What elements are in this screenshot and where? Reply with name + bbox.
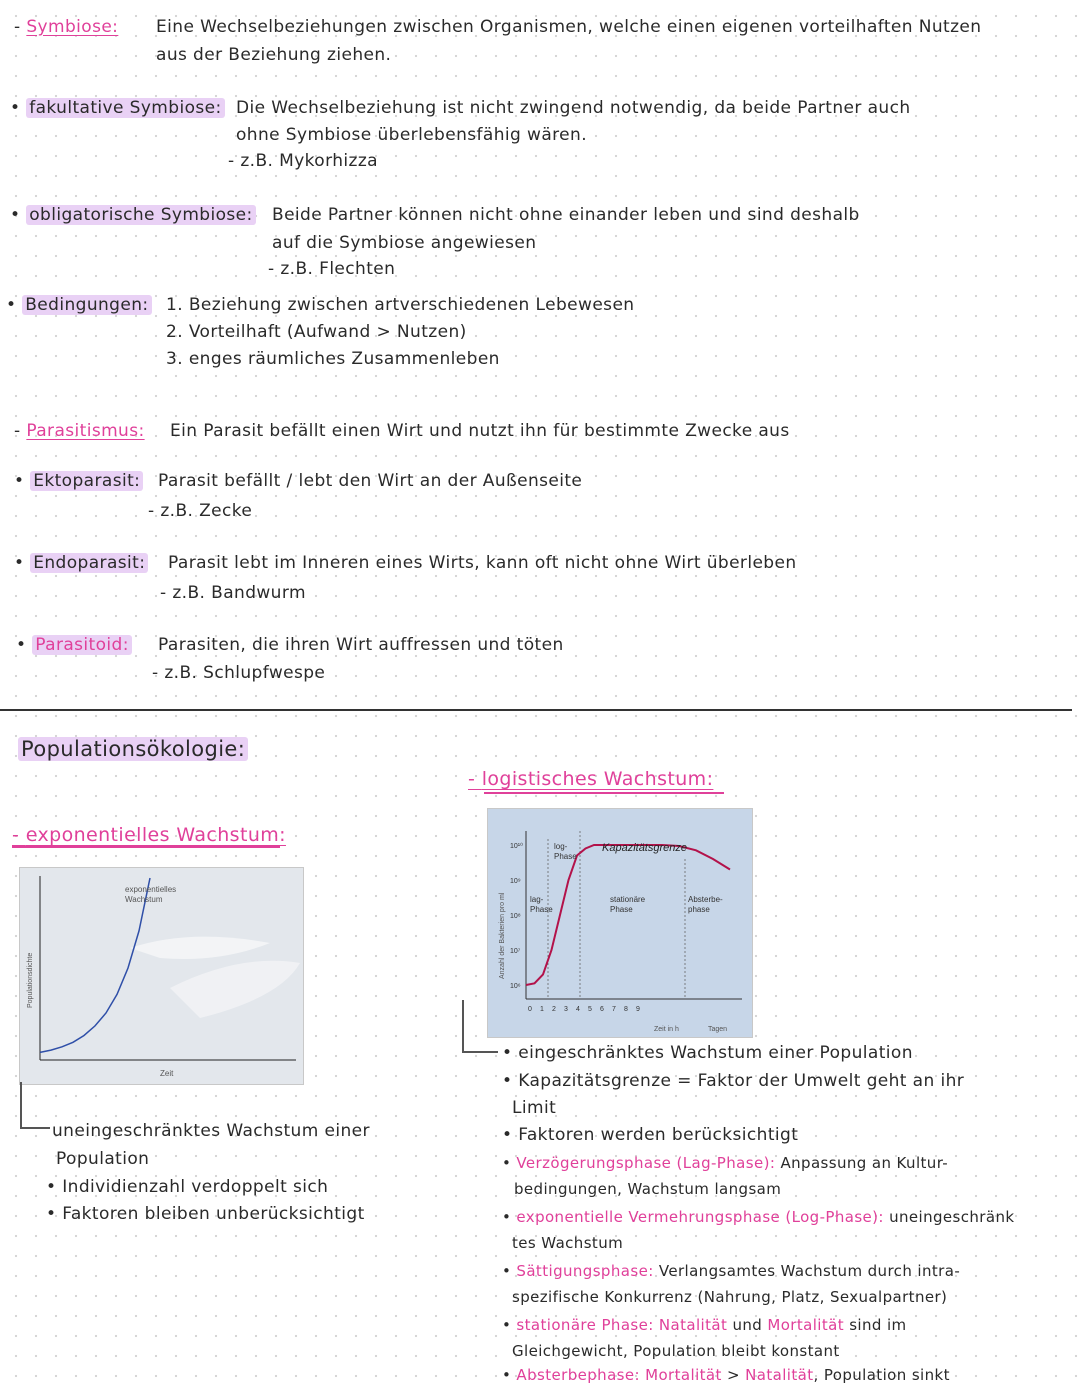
exp-arrow-vertical (20, 1082, 22, 1128)
fakultativ-line2: ohne Symbiose überlebensfähig wären. (236, 125, 588, 145)
log-chart-xtick-label: 8 (624, 1006, 628, 1013)
log-chart-ytick-label: 10⁸ (510, 913, 521, 920)
exp-arrow-horizontal (20, 1127, 50, 1129)
log-phase-satt: • Sättigungsphase: Verlangsamtes Wachstum durch intra- (502, 1262, 961, 1280)
exp-chart-series-label: exponentielles (125, 885, 177, 894)
log-chart-xtick-label: 0 (528, 1006, 532, 1013)
exp-note-4: • Faktoren bleiben unberücksichtigt (46, 1204, 365, 1224)
fakultativ-example: - z.B. Mykorhizza (228, 151, 378, 171)
log-chart-title: Kapazitätsgrenze (602, 842, 687, 854)
log-phase-lag-2: bedingungen, Wachstum langsam (514, 1180, 782, 1198)
exp-chart-xlabel: Zeit (160, 1069, 174, 1078)
parasitoid-example: - z.B. Schlupfwespe (152, 663, 326, 683)
endoparasit-definition: Parasit lebt im Inneren eines Wirts, kann oft nicht ohne Wirt überleben (168, 553, 797, 573)
bedingungen-item-1: 1. Beziehung zwischen artverschiedenen Lebewesen (166, 295, 635, 315)
log-note-1: • eingeschränktes Wachstum einer Population (502, 1043, 913, 1063)
log-chart-xtick-label: 9 (636, 1006, 640, 1013)
log-chart-phase-stat-2: Phase (610, 905, 633, 914)
exp-chart-ylabel: Populationsdichte (27, 952, 34, 1008)
log-chart-xtick-label: 3 (564, 1006, 568, 1013)
log-chart-xtick-label: 7 (612, 1006, 616, 1013)
log-chart-phase-lag: lag- (530, 895, 544, 904)
parasitoid-term: • Parasitoid: (16, 632, 132, 658)
log-note-2: • Kapazitätsgrenze = Faktor der Umwelt geht an ihr (502, 1071, 965, 1091)
log-chart-figure (487, 808, 753, 1038)
endoparasit-term: • Endoparasit: (14, 550, 148, 576)
log-note-3: Limit (512, 1098, 557, 1118)
log-arrow-vertical (462, 1000, 464, 1052)
exp-heading-underline (12, 846, 280, 848)
parasitismus-term: - Parasitismus: (14, 421, 145, 441)
fakultativ-term: • fakultative Symbiose: (10, 95, 225, 121)
symbiose-definition-line1: Eine Wechselbeziehungen zwischen Organismen, welche einen eigenen vorteilhaften Nutzen (156, 17, 982, 37)
log-chart-xtick-label: 2 (552, 1006, 556, 1013)
ektoparasit-term: • Ektoparasit: (14, 468, 143, 494)
obligatorisch-term: • obligatorische Symbiose: (10, 202, 256, 228)
log-chart-phase-log: log- (554, 842, 568, 851)
parasitismus-definition: Ein Parasit befällt einen Wirt und nutzt ihn für bestimmte Zwecke aus (170, 421, 790, 441)
log-chart-ytick-label: 10⁹ (510, 878, 521, 885)
exp-heading: - exponentielles Wachstum: (12, 824, 286, 846)
population-heading: Populationsökologie: (18, 736, 248, 762)
log-chart-phase-abs-2: phase (688, 905, 710, 914)
log-chart-ytick-label: 10⁶ (510, 983, 521, 990)
exp-note-1: uneingeschränktes Wachstum einer (52, 1121, 370, 1141)
exp-chart-series-label-2: Wachstum (125, 895, 163, 904)
log-chart-xlabel: Zeit in h (654, 1026, 679, 1033)
log-chart-phase-abs: Absterbe- (688, 895, 723, 904)
obligatorisch-line1: Beide Partner können nicht ohne einander leben und sind deshalb (272, 205, 860, 225)
log-chart-svg (488, 809, 752, 1037)
ektoparasit-definition: Parasit befällt / lebt den Wirt an der Außenseite (158, 471, 583, 491)
obligatorisch-example: - z.B. Flechten (268, 259, 396, 279)
log-heading: - logistisches Wachstum: (468, 768, 714, 790)
log-chart-xtick-label: 1 (540, 1006, 544, 1013)
fakultativ-line1: Die Wechselbeziehung ist nicht zwingend notwendig, da beide Partner auch (236, 98, 911, 118)
symbiose-definition-line2: aus der Beziehung ziehen. (156, 45, 392, 65)
endoparasit-example: - z.B. Bandwurm (160, 583, 306, 603)
log-phase-log: • exponentielle Vermehrungsphase (Log-Phase): uneingeschränk (502, 1208, 1015, 1226)
log-phase-stat: • stationäre Phase: Natalität und Mortalität sind im (502, 1316, 907, 1334)
log-chart-phase-lag-2: Phase (530, 905, 553, 914)
log-phase-abs: • Absterbephase: Mortalität > Natalität, Population sinkt (502, 1366, 950, 1384)
symbiose-term: - Symbiose: (14, 17, 119, 37)
log-chart-xtick-label: 4 (576, 1006, 580, 1013)
bedingungen-item-3: 3. enges räumliches Zusammenleben (166, 349, 500, 369)
ektoparasit-example: - z.B. Zecke (148, 501, 253, 521)
section-divider (0, 709, 1072, 711)
parasitoid-definition: Parasiten, die ihren Wirt auffressen und töten (158, 635, 564, 655)
exp-chart-svg (20, 868, 303, 1084)
bedingungen-item-2: 2. Vorteilhaft (Aufwand > Nutzen) (166, 322, 467, 342)
log-chart-ylabel: Anzahl der Bakterien pro ml (499, 892, 506, 979)
exp-chart-figure (19, 867, 304, 1085)
log-note-4: • Faktoren werden berücksichtigt (502, 1125, 799, 1145)
log-chart-xlabel-2: Tagen (708, 1026, 728, 1033)
log-chart-ytick-label: 10¹⁰ (510, 843, 523, 850)
log-chart-ytick-label: 10⁷ (510, 948, 521, 955)
log-phase-satt-2: spezifische Konkurrenz (Nahrung, Platz, Sexualpartner) (512, 1288, 948, 1306)
log-chart-phase-stat: stationäre (610, 895, 646, 904)
obligatorisch-line2: auf die Symbiose angewiesen (272, 233, 537, 253)
exp-note-3: • Individienzahl verdoppelt sich (46, 1177, 329, 1197)
bedingungen-term: • Bedingungen: (6, 292, 152, 318)
log-chart-xtick-label: 5 (588, 1006, 592, 1013)
log-arrow-horizontal (462, 1051, 498, 1053)
exp-note-2: Population (56, 1149, 150, 1169)
log-phase-lag: • Verzögerungsphase (Lag-Phase): Anpassung an Kultur- (502, 1154, 949, 1172)
log-chart-phase-log-2: Phase (554, 852, 577, 861)
log-heading-underline (484, 792, 724, 794)
log-phase-log-2: tes Wachstum (512, 1234, 624, 1252)
log-phase-stat-2: Gleichgewicht, Population bleibt konstant (512, 1342, 840, 1360)
log-chart-xtick-label: 6 (600, 1006, 604, 1013)
